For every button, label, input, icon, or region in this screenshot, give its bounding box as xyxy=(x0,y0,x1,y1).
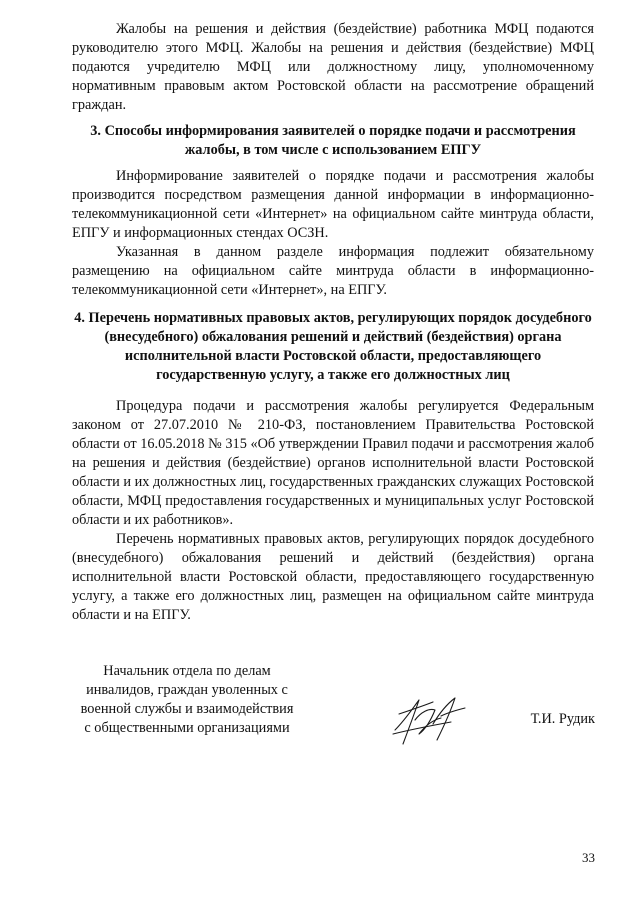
page-number: 33 xyxy=(582,850,595,865)
signatory-position-line: военной службы и взаимодействия xyxy=(80,701,294,717)
section-4-paragraph-2: Перечень нормативных правовых актов, регулирующих порядок досудебного (внесудебного) обжалования решений и действий (бездействия) органа исполнительной власти Ростовской области, предоставляющего государственную услугу, а также его должностных лиц, размещен на официальном сайте минтруда области и на ЕПГУ. xyxy=(72,531,594,623)
signatory-position-line: с общественными организациями xyxy=(84,720,290,736)
signer-name: Т.И. Рудик xyxy=(530,711,595,727)
signatory-position-line: инвалидов, граждан уволенных с xyxy=(86,682,288,698)
signatory-position xyxy=(72,662,302,738)
section-3-paragraph-2: Указанная в данном разделе информация подлежит обязательному размещению на официальном сайте минтруда области в информационно-телекоммуникационной сети «Интернет», на ЕПГУ. xyxy=(72,244,594,298)
section-3-heading: 3. Способы информирования заявителей о порядке подачи и рассмотрения жалобы, в том числе с использованием ЕПГУ xyxy=(90,123,576,158)
intro-paragraph: Жалобы на решения и действия (бездействие) работника МФЦ подаются руководителю этого МФЦ. Жалобы на решения и действия (бездействие) МФЦ подаются учредителю МФЦ или должностному лицу, уполномоченному нормативным правовым актом Ростовской области на рассмотрение обращений граждан. xyxy=(72,21,594,113)
section-3-paragraph-1: Информирование заявителей о порядке подачи и рассмотрения жалобы производится посредством размещения данной информации в информационно-телекоммуникационной сети «Интернет» на официальном сайте минтруда области, ЕПГУ и информационных стендах ОСЗН. xyxy=(72,168,594,241)
signatory-position-line: Начальник отдела по делам xyxy=(103,663,271,679)
handwritten-signature xyxy=(385,690,475,750)
section-4-heading: 4. Перечень нормативных правовых актов, регулирующих порядок досудебного (внесудебного) обжалования решений и действий (бездействия) органа исполнительной власти Ростовской области, предоставляющего государственную услугу, а также его должностных лиц xyxy=(74,310,592,383)
section-4-paragraph-1: Процедура подачи и рассмотрения жалобы регулируется Федеральным законом от 27.07.2010 № 210-ФЗ, постановлением Правительства Ростовской области от 16.05.2018 № 315 «Об утверждении Правил подачи и рассмотрения жалоб на решения и действия (бездействие) органов исполнительной власти Ростовской области и их должностных лиц, государственных гражданских служащих Ростовской области, МФЦ предоставления государственных и муниципальных услуг Ростовской области и их работников». xyxy=(72,398,594,528)
document-body xyxy=(72,20,594,625)
